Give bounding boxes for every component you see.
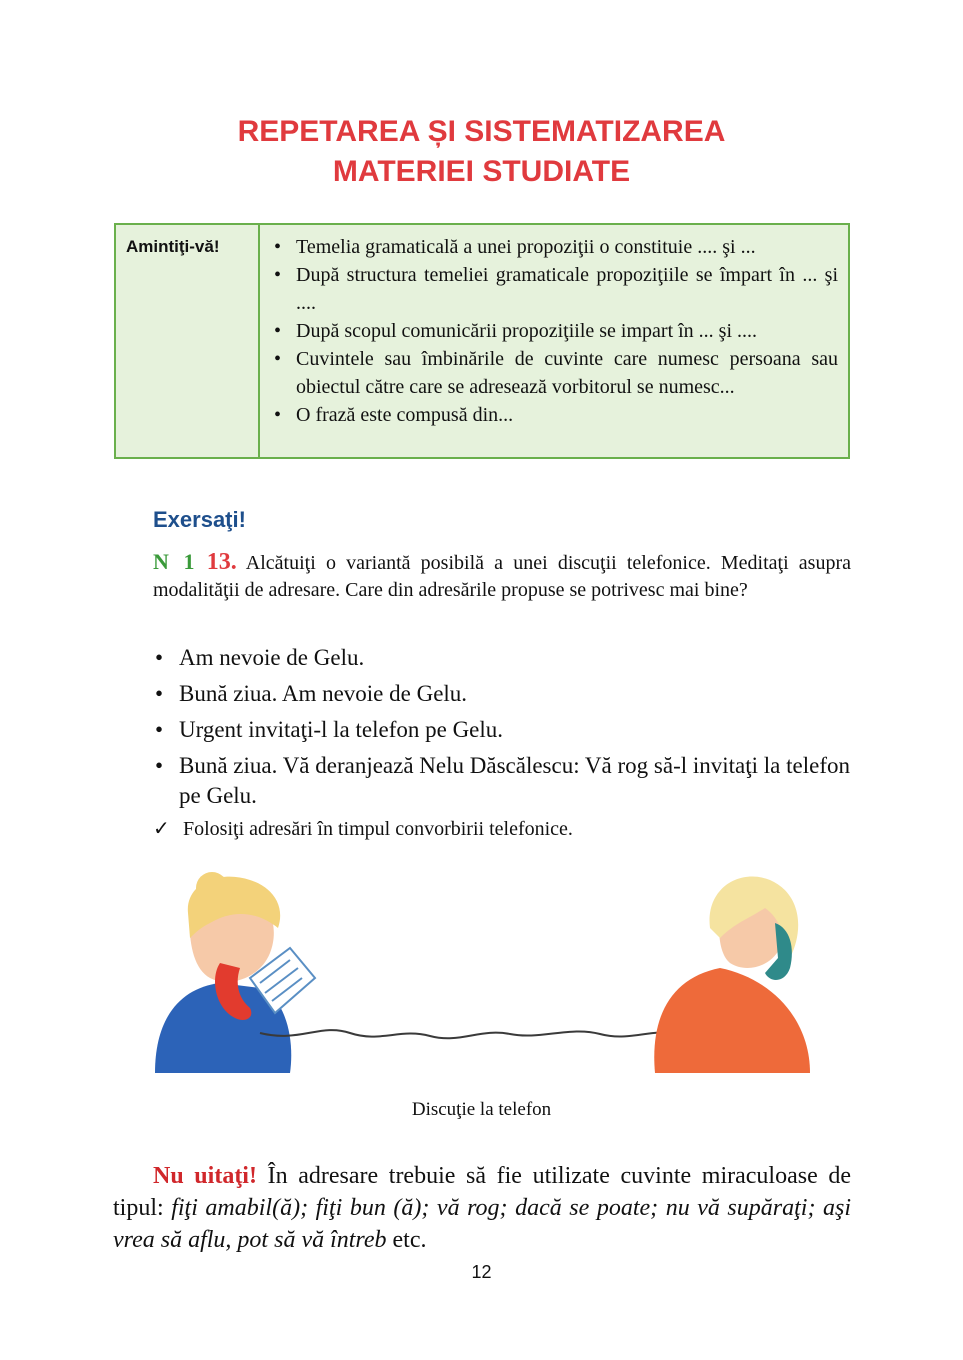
exercise-statement — [153, 548, 851, 604]
remember-box — [114, 223, 850, 459]
illustration-caption: Discuţie la telefon — [411, 1099, 552, 1120]
remember-item: • După scopul comunicării propoziţiile se impart în ... şi .... — [262, 317, 838, 345]
note-paragraph — [113, 1160, 851, 1256]
remember-item: • O frază este compusă din... — [262, 401, 838, 429]
checkmark-icon: ✓ — [153, 818, 170, 840]
address-option: • Bună ziua. Am nevoie de Gelu. — [153, 679, 851, 709]
section-heading: Exersaţi! — [153, 507, 246, 532]
girl-on-phone-figure — [654, 877, 810, 1073]
address-option: • Am nevoie de Gelu. — [153, 643, 851, 673]
address-option: • Bună ziua. Vă deranjează Nelu Dăscălescu: Vă rog să-l invitaţi la telefon pe Gelu. — [153, 751, 851, 811]
telephone-conversation-illustration — [150, 868, 815, 1073]
remember-label: Amintiţi-vă! — [116, 225, 260, 457]
boy-on-phone-figure — [155, 872, 315, 1073]
note-text: În adresare trebuie să fie utilizate cuvinte miraculoase de tipul: — [113, 1163, 851, 1221]
note-text-end: etc. — [386, 1227, 427, 1253]
check-instruction — [153, 816, 851, 842]
page-title-line-2: MATERIEI STUDIATE — [332, 155, 631, 188]
page-title-line-1: REPETAREA ȘI SISTEMATIZAREA — [237, 115, 726, 148]
exercise-code: N 1 — [153, 549, 197, 574]
exercise-number: 13. — [206, 549, 237, 575]
address-options-list — [153, 643, 851, 817]
page-title — [0, 112, 963, 192]
exercise-text: Alcătuiţi o variantă posibilă a unei discuţii telefonice. Meditaţi asupra modalităţii de adresare. Care din adresările propuse se potrivesc mai bine? — [153, 552, 851, 601]
check-instruction-text: Folosiţi adresări în timpul convorbirii telefonice. — [183, 818, 573, 840]
note-title: Nu uitaţi! — [153, 1163, 257, 1189]
remember-item: • Cuvintele sau îmbinările de cuvinte care numesc persoana sau obiectul către care se adresează vorbitorul se numesc... — [262, 345, 838, 401]
remember-item: • Temelia gramaticală a unei propoziţii o constituie .... şi ... — [262, 233, 838, 261]
remember-list — [262, 233, 838, 429]
address-option: • Urgent invitaţi-l la telefon pe Gelu. — [153, 715, 851, 745]
note-examples: fiţi amabil(ă); fiţi bun (ă); vă rog; dacă se poate; nu vă supăraţi; aşi vrea să aflu, pot să vă întreb — [113, 1195, 851, 1253]
remember-item: • După structura temeliei gramaticale propoziţiile se împart în ... şi .... — [262, 261, 838, 317]
page-number: 12 — [471, 1262, 492, 1282]
